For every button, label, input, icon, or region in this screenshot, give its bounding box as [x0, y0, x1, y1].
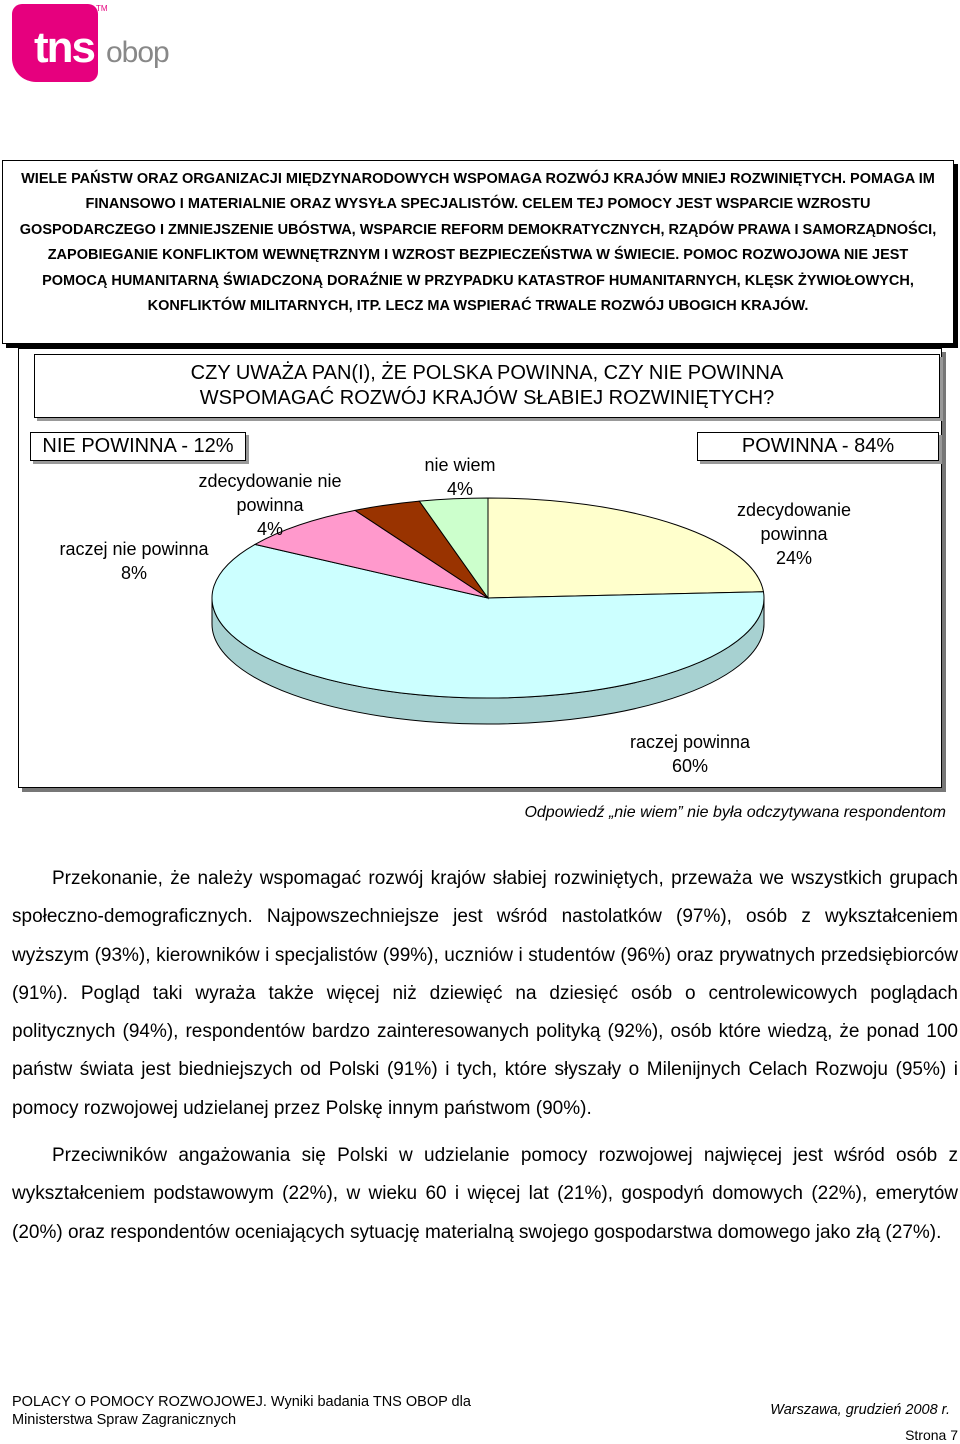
- tag-powinna: POWINNA - 84%: [697, 432, 939, 461]
- body-paragraph-2: Przeciwników angażowania się Polski w udzielanie pomocy rozwojowej najwięcej jest wśród osób z wykształceniem podstawowym (22%), w wieku 60 i więcej lat (21%), gospodyń domowych (22%), emerytów (20%) oraz respondentów oceniających sytuację materialną swojego gospodarstwa domowego jako złą (27%).: [12, 1145, 958, 1243]
- body-paragraph-1: Przekonanie, że należy wspomagać rozwój krajów słabiej rozwiniętych, przeważa we wszystkich grupach społeczno-demograficznych. Najpowszechniejsze jest wśród nastolatków (97%), osób z wykształceniem wyższym (93%), kierowników i specjalistów (99%), uczniów i studentów (96%) oraz prywatnych przedsiębiorców (91%). Pogląd taki wyraża także więcej niż dziewięć na dziesięć osób o centrolewicowych poglądach politycznych (94%), respondentów bardzo zainteresowanych polityką (92%), osób które wiedzą, że ponad 100 państw świata jest biedniejszych od Polski (91%) i tych, które słyszały o Milenijnych Celach Rozwoju (95%) i pomocy rozwojowej udzielanej przez Polskę innym państwom (90%).: [12, 868, 958, 1119]
- pie-label-value: 8%: [120, 563, 147, 583]
- pie-slice-zdecydowanie-powinna: [488, 498, 763, 598]
- pie-label-value: 60%: [671, 756, 709, 776]
- logo-main-text: tns: [34, 23, 94, 72]
- footer-date: Warszawa, grudzień 2008 r.: [770, 1402, 950, 1418]
- pie-label-zdecydowanie-powinna: [730, 498, 858, 570]
- pie-label-value: 4%: [256, 519, 283, 539]
- pie-label-name: nie wiem: [424, 455, 496, 475]
- page-number: Strona 7: [905, 1427, 958, 1443]
- pie-label-name: raczej powinna: [629, 732, 751, 752]
- tag-nie-powinna: NIE POWINNA - 12%: [30, 432, 246, 461]
- footer-title-line-2: Ministerstwa Spraw Zagranicznych: [12, 1412, 237, 1428]
- pie-label-value: 24%: [775, 548, 813, 568]
- question-line-1: CZY UWAŻA PAN(I), ŻE POLSKA POWINNA, CZY NIE POWINNA: [190, 362, 784, 384]
- pie-label-name: powinna: [236, 495, 304, 515]
- info-box-text: WIELE PAŃSTW ORAZ ORGANIZACJI MIĘDZYNARODOWYCH WSPOMAGA ROZWÓJ KRAJÓW MNIEJ ROZWINIĘTYCH. POMAGA IM FINANSOWO I MATERIALNIE ORAZ WYSYŁA SPECJALISTÓW. CELEM TEJ POMOCY JEST WSPARCIE WZROSTU GOSPODARCZEGO I ZMNIEJSZENIE UBÓSTWA, WSPARCIE REFORM DEMOKRATYCZNYCH, RZĄDÓW PRAWA I SAMORZĄDNOŚCI, ZAPOBIEGANIE KONFLIKTOM WEWNĘTRZNYM I WZROST BEZPIECZEŃSTWA W ŚWIECIE. POMOC ROZWOJOWA NIE JEST POMOCĄ HUMANITARNĄ ŚWIADCZONĄ DORAŹNIE W PRZYPADKU KATASTROF HUMANITARNYCH, KLĘSK ŻYWIOŁOWYCH, KONFLIKTÓW MILITARNYCH, ITP. LECZ MA WSPIERAĆ TRWALE ROZWÓJ UBOGICH KRAJÓW.: [19, 171, 937, 315]
- pie-label-name: raczej nie powinna: [59, 539, 209, 559]
- pie-label-name: zdecydowanie: [736, 500, 852, 520]
- pie-label-zdecydowanie-nie-powinna: [186, 469, 354, 541]
- pie-label-value: 4%: [446, 479, 473, 499]
- pie-label-name: zdecydowanie nie: [198, 471, 342, 491]
- logo-secondary-text: obop: [106, 36, 169, 69]
- pie-label-raczej-nie-powinna: [44, 537, 224, 585]
- logo-trademark: TM: [96, 4, 108, 13]
- pie-label-nie-wiem: [400, 453, 520, 501]
- pie-label-name: powinna: [760, 524, 828, 544]
- chart-note: Odpowiedź „nie wiem” nie była odczytywana respondentom: [524, 804, 946, 821]
- question-line-2: WSPOMAGAĆ ROZWÓJ KRAJÓW SŁABIEJ ROZWINIĘTYCH?: [199, 387, 775, 409]
- footer-title-line-1: POLACY O POMOCY ROZWOJOWEJ. Wyniki badania TNS OBOP dla: [12, 1394, 471, 1410]
- pie-label-raczej-powinna: [610, 730, 770, 778]
